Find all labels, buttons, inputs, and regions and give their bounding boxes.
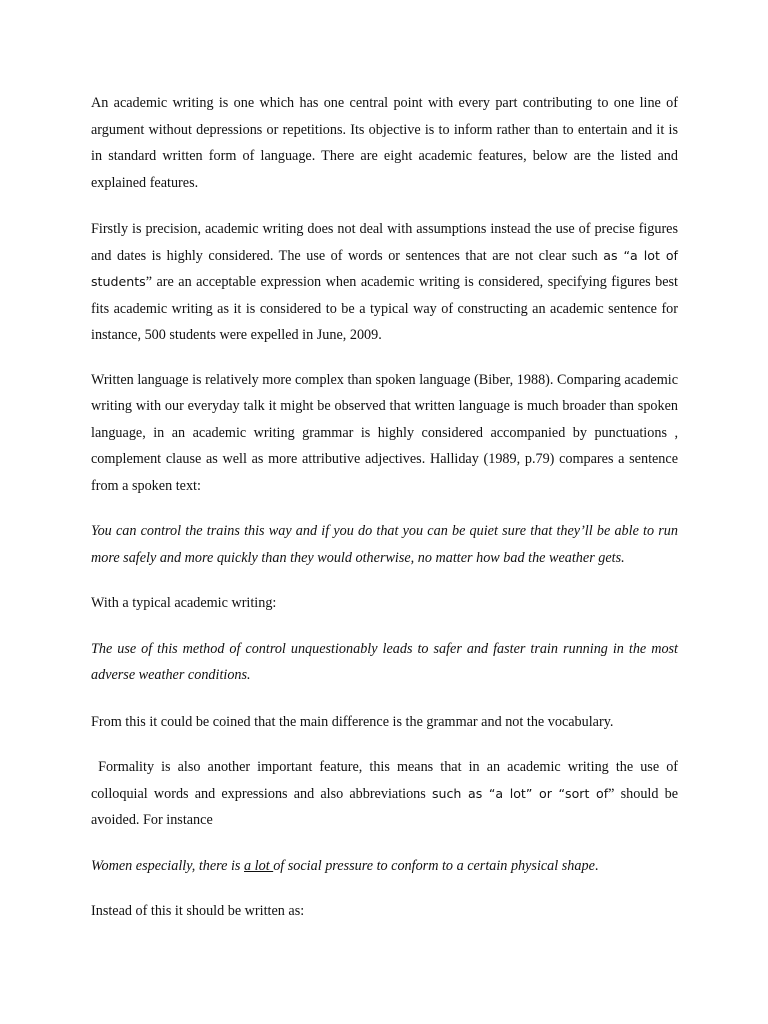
underlined-phrase: a lot bbox=[244, 857, 274, 874]
paragraph-instead: Instead of this it should be written as: bbox=[91, 903, 305, 919]
precision-example-phrase: as “a lot of students bbox=[91, 247, 678, 289]
precision-text-start: Firstly is precision, academic writing does not deal with assumptions instead the use of precise figures and dates is highly considered. The use of words or sentences that are not clear such bbox=[91, 221, 678, 264]
informal-text-end: of social pressure to conform to a certain physical shape bbox=[273, 857, 595, 874]
precision-text-end: ” are an acceptable expression when academic writing is considered, specifying figures best fits academic writing as it is considered to be a typical way of constructing an academic sentence for instance, 500 students were expelled in June, 2009. bbox=[91, 274, 678, 343]
spoken-example-quote: You can control the trains this way and if you do that you can be quiet sure that they’ll be able to run more safely and more quickly than they would otherwise, no matter how bad the weather gets. bbox=[91, 523, 678, 566]
paragraph-precision bbox=[91, 216, 678, 349]
formality-example-phrase: such as “a lot” or “sort of bbox=[431, 785, 609, 801]
paragraph-complexity: Written language is relatively more complex than spoken language (Biber, 1988). Comparing academic writing with our everyday talk it might be observed that written language is much broader than spoken language, in an academic writing grammar is highly considered accompanied by punctuations , complement clause as well as more attributive adjectives. Halliday (1989, p.79) compares a sentence from a spoken text: bbox=[91, 371, 678, 494]
paragraph-academic-intro: With a typical academic writing: bbox=[91, 595, 277, 611]
paragraph-conclusion: From this it could be coined that the main difference is the grammar and not the vocabulary. bbox=[91, 713, 614, 730]
paragraph-intro: An academic writing is one which has one central point with every part contributing to one line of argument without depressions or repetitions. Its objective is to inform rather than to entertain and it is in standard written form of language. There are eight academic features, below are the listed and explained features. bbox=[91, 95, 678, 191]
academic-example-quote: The use of this method of control unquestionably leads to safer and faster train running in the most adverse weather conditions. bbox=[91, 640, 678, 683]
formality-text-end: ” should be avoided. For instance bbox=[91, 785, 678, 828]
informal-text-start: Women especially, there is bbox=[91, 857, 245, 874]
paragraph-formality bbox=[91, 754, 678, 834]
formality-text-start: Formality is also another important feature, this means that in an academic writing the use of colloquial words and expressions and also abbreviations bbox=[91, 759, 679, 802]
informal-period: . bbox=[594, 857, 599, 874]
informal-example-quote bbox=[91, 853, 678, 880]
